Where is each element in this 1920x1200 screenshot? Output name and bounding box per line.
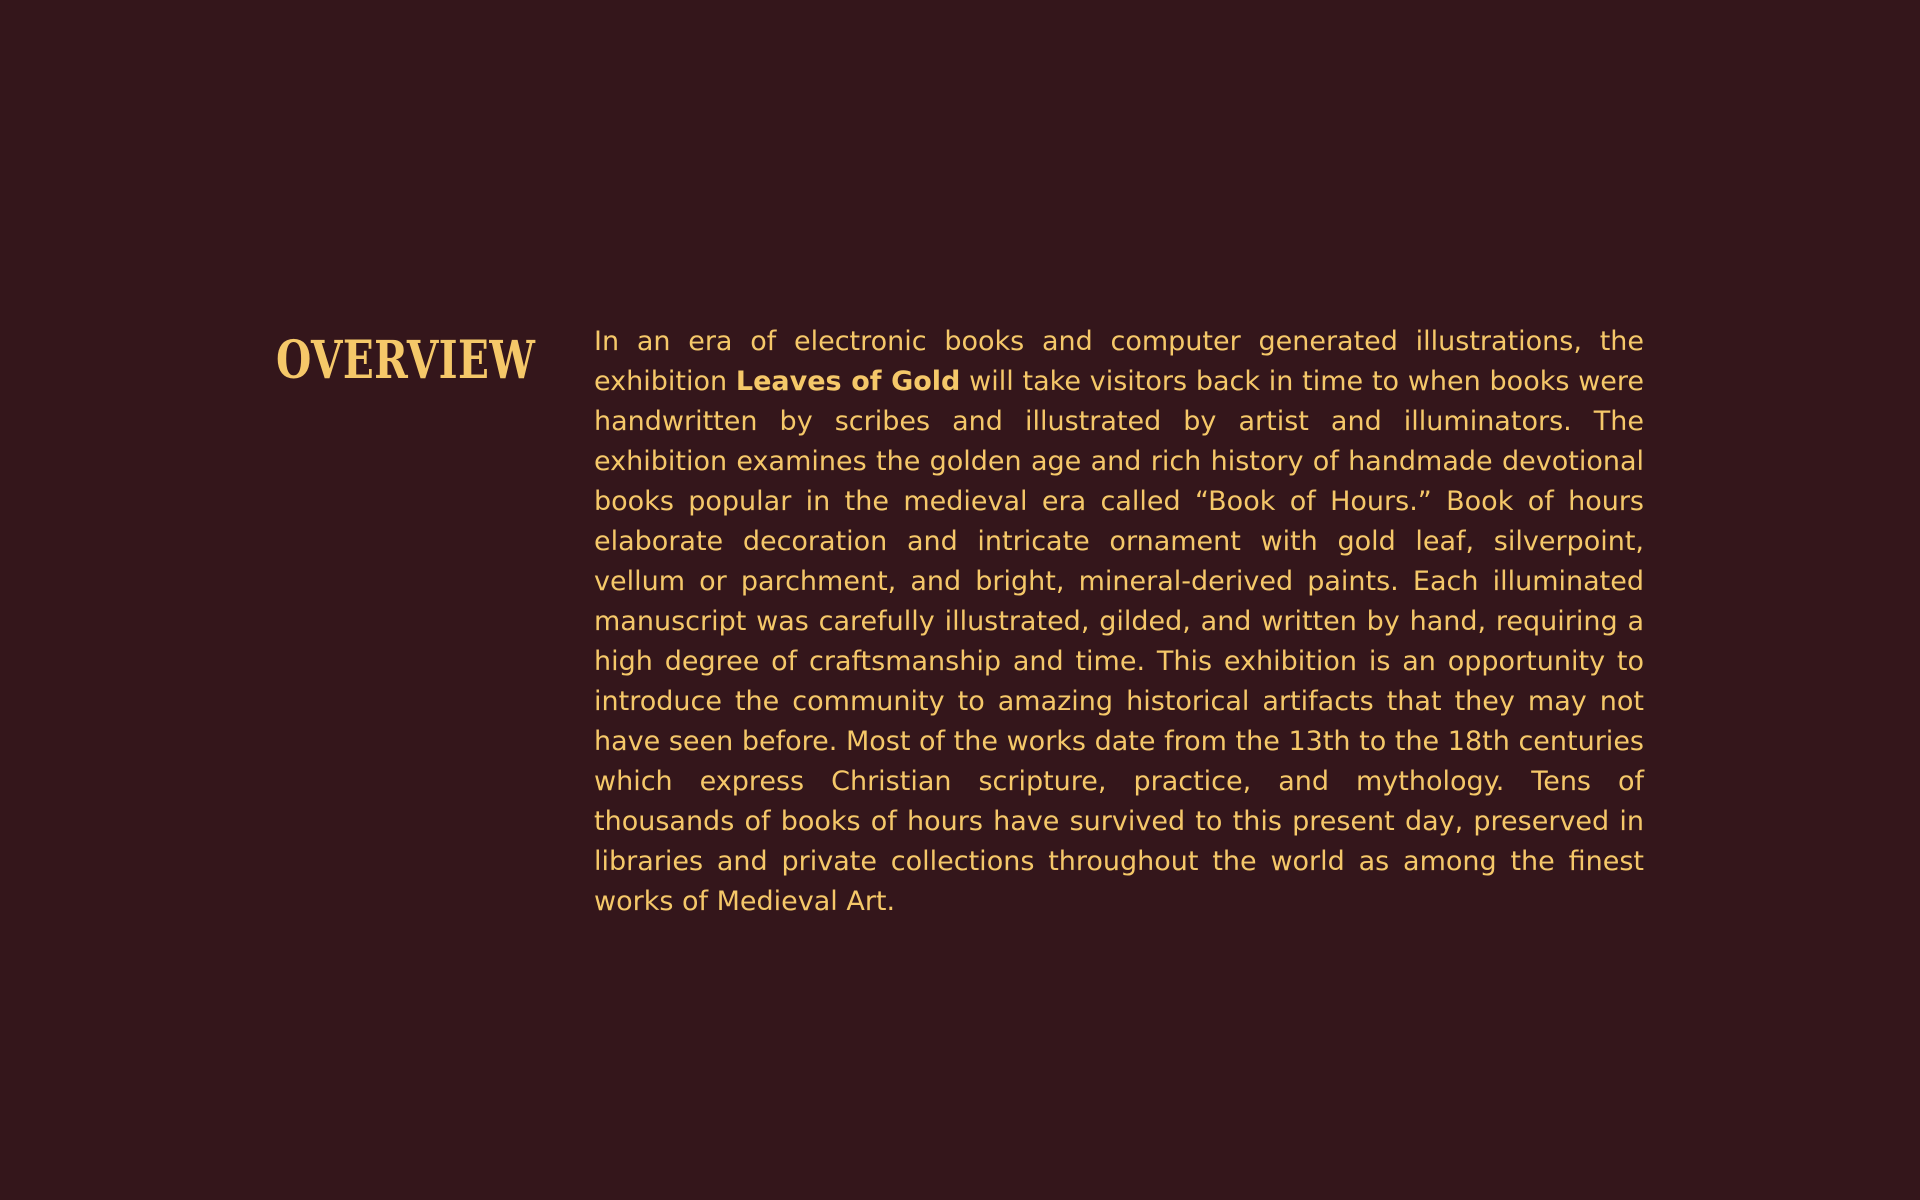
section-heading: OVERVIEW bbox=[276, 330, 536, 391]
paragraph-body-text: will take visitors back in time to when books were handwritten by scribes and illustrated by artist and illuminators. The exhibition examines the golden age and rich history of handmade devotional books popular in the medieval era called “Book of Hours.” Book of hours elaborate decoration and intricate ornament with gold leaf, silverpoint, vellum or parchment, and bright, mineral-derived paints. Each illuminated manuscript was carefully illustrated, gilded, and written by hand, requiring a high degree of craftsmanship and time. This exhibition is an opportunity to introduce the community to amazing historical artifacts that they may not have seen before. Most of the works date from the 13th to the 18th centuries which express Christian scripture, practice, and mythology. Tens of thousands of books of hours have survived to this present day, preserved in libraries and private collections throughout the world as among the finest works of Medieval Art. bbox=[594, 366, 1645, 917]
paragraph-intro-text: In an era of electronic books and computer generated illustrations, the exhibition bbox=[594, 326, 1644, 397]
overview-paragraph bbox=[594, 322, 1644, 922]
exhibition-title: Leaves of Gold bbox=[735, 366, 961, 397]
